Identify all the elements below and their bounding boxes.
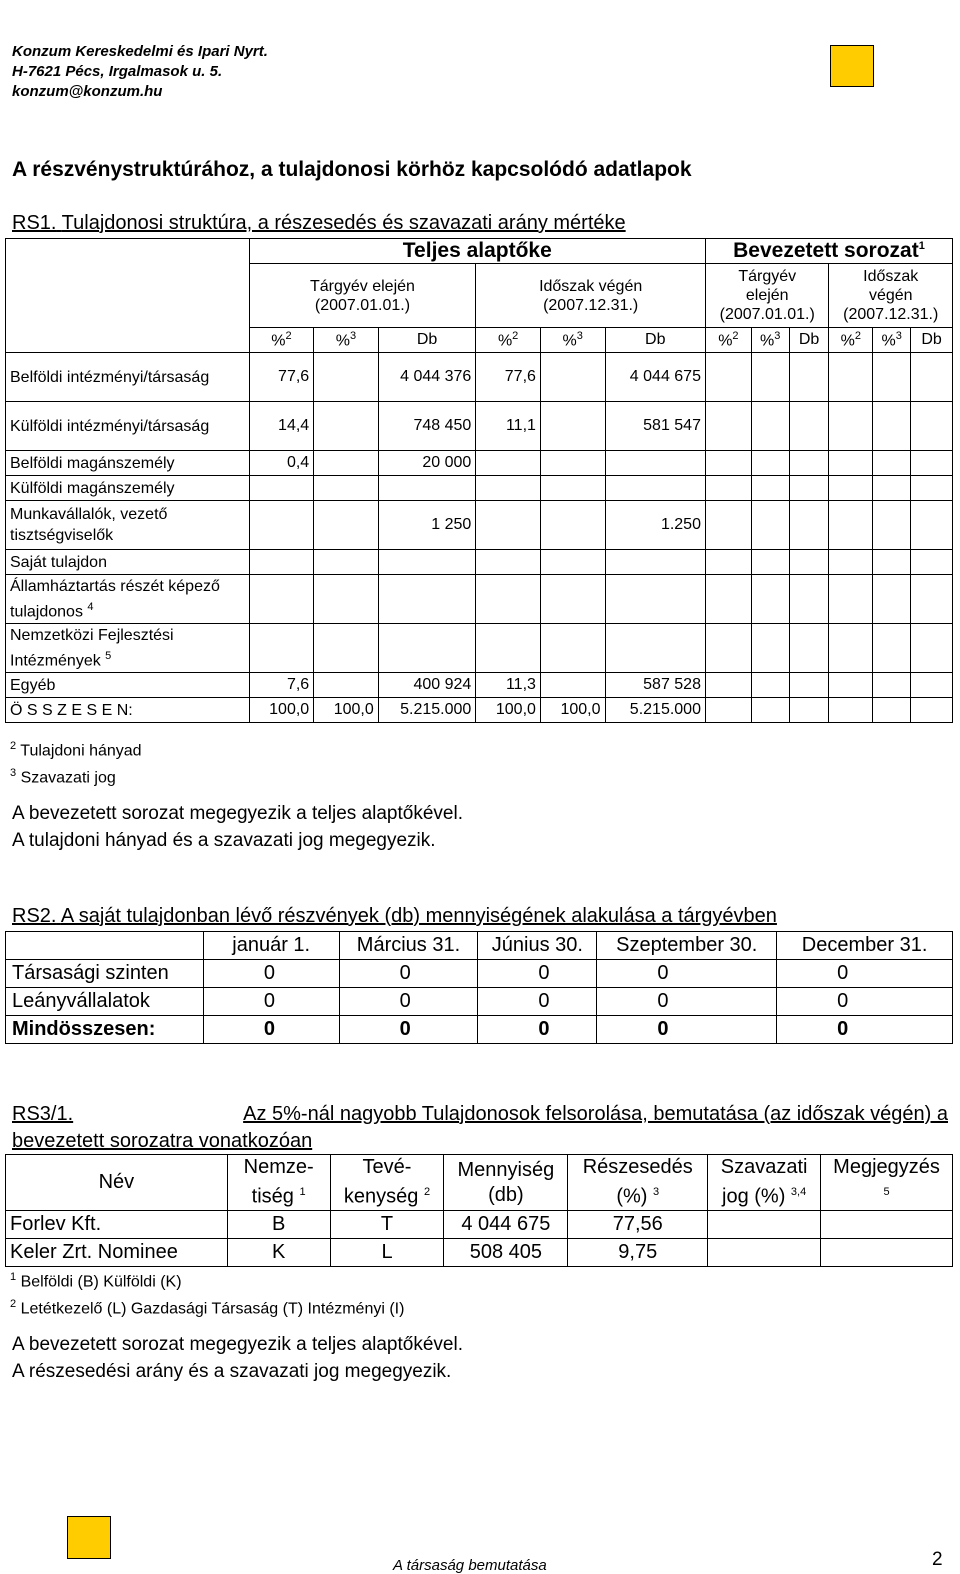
cell-empty xyxy=(873,451,911,476)
cell-value xyxy=(378,476,476,501)
cell-empty xyxy=(705,451,751,476)
rs1-header-row-3 xyxy=(6,328,953,353)
rs1-title xyxy=(12,212,626,235)
cell-value: 5.215.000 xyxy=(378,698,476,723)
row-label: Saját tulajdon xyxy=(6,550,250,575)
cell-value xyxy=(314,353,379,402)
cell-empty xyxy=(705,550,751,575)
cell-value xyxy=(540,353,605,402)
cell-value xyxy=(605,476,705,501)
column-header: Június 30. xyxy=(478,932,597,960)
cell-value xyxy=(476,476,541,501)
rs3-title-line-1: Az 5%-nál nagyobb Tulajdonosok felsorolása, bemutatása (az időszak végén) a xyxy=(243,1103,948,1125)
cell-value: 0,4 xyxy=(249,451,314,476)
cell-value xyxy=(605,624,705,673)
cell-value: 4 044 376 xyxy=(378,353,476,402)
cell-empty xyxy=(829,624,873,673)
cell-value: 748 450 xyxy=(378,402,476,451)
cell-value: 0 xyxy=(597,960,777,988)
cell-value xyxy=(378,624,476,673)
rs3-col-activity: Tevé- kenység $^2$ xyxy=(330,1155,444,1211)
cell-empty xyxy=(705,353,751,402)
footnote-nationality: Belföldi (B) Külföldi (K) xyxy=(20,1273,182,1291)
cell-value: 0 xyxy=(339,988,478,1016)
cell-value: B xyxy=(227,1211,330,1239)
cell-value xyxy=(314,550,379,575)
row-label: Mindösszesen: xyxy=(6,1016,204,1044)
cell-empty xyxy=(873,476,911,501)
cell-value: 1.250 xyxy=(605,501,705,550)
cell-empty xyxy=(705,698,751,723)
table-row xyxy=(6,960,953,988)
cell-empty xyxy=(789,673,829,698)
footer-text: A társaság bemutatása xyxy=(393,1557,547,1574)
cell-value xyxy=(249,501,314,550)
rs1-col-pct-vote: %$^3$ xyxy=(540,328,605,353)
table-row xyxy=(6,988,953,1016)
cell-empty xyxy=(789,501,829,550)
table-row xyxy=(6,1239,953,1267)
column-header: január 1. xyxy=(203,932,339,960)
cell-value: 11,3 xyxy=(476,673,541,698)
cell-value: 5.215.000 xyxy=(605,698,705,723)
cell-value xyxy=(476,550,541,575)
rs1-header-row-1 xyxy=(6,239,953,264)
page-number: 2 xyxy=(932,1549,943,1570)
cell-empty xyxy=(789,550,829,575)
table-row xyxy=(6,698,953,723)
cell-empty xyxy=(705,575,751,624)
row-label: Belföldi intézményi/társaság xyxy=(6,353,250,402)
cell-value: 0 xyxy=(203,1016,339,1044)
cell-empty xyxy=(789,353,829,402)
cell-empty xyxy=(751,476,789,501)
cell-value: 77,6 xyxy=(476,353,541,402)
cell-empty xyxy=(751,402,789,451)
company-name: Konzum Kereskedelmi és Ipari Nyrt. xyxy=(12,43,268,60)
cell-empty xyxy=(751,575,789,624)
footnote-voting-right: Szavazati jog xyxy=(20,769,116,787)
cell-value xyxy=(540,402,605,451)
row-label: Külföldi magánszemély xyxy=(6,476,250,501)
rs1-col-pct-owner: %$^2$ xyxy=(829,328,873,353)
row-label: Nemzetközi Fejlesztési Intézmények $^5$ xyxy=(6,624,250,673)
cell-value: 4 044 675 xyxy=(444,1211,568,1239)
cell-value xyxy=(378,575,476,624)
rs3-title xyxy=(12,1101,948,1155)
cell-empty xyxy=(789,451,829,476)
cell-value: K xyxy=(227,1239,330,1267)
cell-value: 0 xyxy=(339,960,478,988)
rs1-title-text: Tulajdonosi struktúra, a részesedés és szavazati arány mértéke xyxy=(61,212,626,234)
cell-empty xyxy=(911,550,953,575)
cell-empty xyxy=(705,476,751,501)
cell-value: 4 044 675 xyxy=(605,353,705,402)
owner-name: Keler Zrt. Nominee xyxy=(6,1239,228,1267)
company-email: konzum@konzum.hu xyxy=(12,83,163,100)
cell-empty xyxy=(911,698,953,723)
cell-empty xyxy=(829,402,873,451)
cell-empty xyxy=(829,476,873,501)
rs1-col-pct-vote: %$^3$ xyxy=(314,328,379,353)
cell-value: 9,75 xyxy=(568,1239,708,1267)
column-header: Március 31. xyxy=(339,932,478,960)
cell-empty xyxy=(873,673,911,698)
rs1-col-db: Db xyxy=(911,328,953,353)
cell-value: 0 xyxy=(597,1016,777,1044)
cell-empty xyxy=(751,501,789,550)
cell-empty xyxy=(789,698,829,723)
cell-value: 0 xyxy=(478,988,597,1016)
table-row xyxy=(6,402,953,451)
cell-value xyxy=(708,1211,821,1239)
rs1-footnotes: $^2$ Tulajdoni hányad $^3$ Szavazati jog xyxy=(10,740,142,787)
rs3-col-name: Név xyxy=(6,1155,228,1211)
rs1-remark-2: A tulajdoni hányad és a szavazati jog megegyezik. xyxy=(12,830,436,851)
company-info xyxy=(12,42,268,102)
rs1-remark-1: A bevezetett sorozat megegyezik a teljes alaptőkével. xyxy=(12,803,463,824)
table-row xyxy=(6,1016,953,1044)
owner-name: Forlev Kft. xyxy=(6,1211,228,1239)
row-label: Államháztartás részét képező tulajdonos $^4$ xyxy=(6,575,250,624)
cell-empty xyxy=(873,353,911,402)
rs1-period-4: Időszak végén (2007.12.31.) xyxy=(829,264,953,328)
rs2-table xyxy=(5,931,953,1044)
rs1-col-pct-vote: %$^3$ xyxy=(873,328,911,353)
cell-value xyxy=(540,476,605,501)
cell-value: T xyxy=(330,1211,444,1239)
cell-empty xyxy=(705,673,751,698)
cell-value: 77,56 xyxy=(568,1211,708,1239)
rs1-remarks xyxy=(12,800,463,854)
cell-value xyxy=(476,575,541,624)
cell-empty xyxy=(911,402,953,451)
footnote-owner-share: Tulajdoni hányad xyxy=(20,742,142,760)
cell-value: 0 xyxy=(777,960,953,988)
cell-value: 400 924 xyxy=(378,673,476,698)
cell-value xyxy=(821,1239,953,1267)
row-label: Leányvállalatok xyxy=(6,988,204,1016)
rs3-header-row xyxy=(6,1155,953,1211)
cell-value xyxy=(605,575,705,624)
rs1-group-series: Bevezetett sorozat$^1$ xyxy=(705,239,952,264)
cell-value xyxy=(476,501,541,550)
cell-value xyxy=(540,673,605,698)
cell-value: 0 xyxy=(777,1016,953,1044)
rs3-col-note: Megjegyzés $^5$ xyxy=(821,1155,953,1211)
row-label: Ö S S Z E S E N: xyxy=(6,698,250,723)
cell-value: 0 xyxy=(203,960,339,988)
cell-empty xyxy=(751,673,789,698)
cell-value xyxy=(314,575,379,624)
cell-value xyxy=(540,575,605,624)
rs1-table xyxy=(5,238,953,723)
cell-empty xyxy=(829,550,873,575)
rs2-header-row xyxy=(6,932,953,960)
cell-value: 20 000 xyxy=(378,451,476,476)
rs1-col-pct-owner: %$^2$ xyxy=(705,328,751,353)
rs1-col-db: Db xyxy=(378,328,476,353)
rs1-col-pct-owner: %$^2$ xyxy=(249,328,314,353)
rs2-title-text: A saját tulajdonban lévő részvények (db) mennyiségének alakulása a tárgyévben xyxy=(60,905,777,927)
cell-empty xyxy=(911,476,953,501)
cell-value xyxy=(378,550,476,575)
cell-value: 581 547 xyxy=(605,402,705,451)
logo-square-icon xyxy=(67,1516,111,1559)
rs3-col-quantity: Mennyiség (db) xyxy=(444,1155,568,1211)
cell-value: 11,1 xyxy=(476,402,541,451)
rs3-code: RS3/1. xyxy=(12,1103,74,1125)
cell-value: 0 xyxy=(478,960,597,988)
cell-value xyxy=(821,1211,953,1239)
cell-empty xyxy=(873,550,911,575)
rs1-col-pct-owner: %$^2$ xyxy=(476,328,541,353)
row-label: Munkavállalók, vezető tisztségviselők xyxy=(6,501,250,550)
cell-empty xyxy=(829,451,873,476)
cell-value: L xyxy=(330,1239,444,1267)
cell-value xyxy=(605,550,705,575)
row-label: Társasági szinten xyxy=(6,960,204,988)
table-row xyxy=(6,476,953,501)
cell-value: 7,6 xyxy=(249,673,314,698)
table-row xyxy=(6,673,953,698)
cell-empty xyxy=(705,501,751,550)
cell-empty xyxy=(911,501,953,550)
cell-value: 0 xyxy=(597,988,777,1016)
table-row xyxy=(6,575,953,624)
cell-value: 587 528 xyxy=(605,673,705,698)
cell-empty xyxy=(751,550,789,575)
cell-empty xyxy=(705,624,751,673)
rs1-col-pct-vote: %$^3$ xyxy=(751,328,789,353)
rs3-table xyxy=(5,1154,953,1267)
rs2-code: RS2. xyxy=(12,905,57,927)
table-row xyxy=(6,501,953,550)
cell-value: 100,0 xyxy=(314,698,379,723)
rs3-remark-1: A bevezetett sorozat megegyezik a teljes alaptőkével. xyxy=(12,1334,463,1355)
cell-empty xyxy=(751,353,789,402)
cell-value xyxy=(540,550,605,575)
rs1-period-2: Időszak végén (2007.12.31.) xyxy=(476,264,706,328)
rs1-group-full: Teljes alaptőke xyxy=(249,239,705,264)
cell-empty xyxy=(911,575,953,624)
column-header: December 31. xyxy=(777,932,953,960)
cell-value xyxy=(476,624,541,673)
cell-value xyxy=(249,624,314,673)
column-header: Szeptember 30. xyxy=(597,932,777,960)
row-label: Egyéb xyxy=(6,673,250,698)
footnote-activity: Letétkezelő (L) Gazdasági Társaság (T) Intézményi (I) xyxy=(20,1300,405,1318)
cell-value xyxy=(314,501,379,550)
cell-empty xyxy=(873,402,911,451)
cell-value: 77,6 xyxy=(249,353,314,402)
cell-value xyxy=(476,451,541,476)
cell-value xyxy=(314,451,379,476)
rs3-remark-2: A részesedési arány és a szavazati jog megegyezik. xyxy=(12,1361,452,1382)
rs1-period-3: Tárgyév elején (2007.01.01.) xyxy=(705,264,828,328)
cell-empty xyxy=(829,575,873,624)
cell-empty xyxy=(829,353,873,402)
cell-value xyxy=(708,1239,821,1267)
table-row xyxy=(6,550,953,575)
rs3-col-vote: Szavazati jog (%) $^{3,4}$ xyxy=(708,1155,821,1211)
cell-empty xyxy=(751,624,789,673)
cell-value: 508 405 xyxy=(444,1239,568,1267)
cell-empty xyxy=(911,624,953,673)
cell-value: 100,0 xyxy=(476,698,541,723)
cell-value xyxy=(314,402,379,451)
rs1-col-db: Db xyxy=(789,328,829,353)
rs3-col-nationality: Nemze- tiség $^1$ xyxy=(227,1155,330,1211)
cell-value xyxy=(314,673,379,698)
cell-empty xyxy=(789,575,829,624)
cell-empty xyxy=(873,501,911,550)
row-label: Külföldi intézményi/társaság xyxy=(6,402,250,451)
cell-empty xyxy=(829,673,873,698)
cell-value xyxy=(540,624,605,673)
cell-value xyxy=(249,575,314,624)
cell-value xyxy=(605,451,705,476)
cell-empty xyxy=(705,402,751,451)
rs1-col-db: Db xyxy=(605,328,705,353)
cell-value xyxy=(540,451,605,476)
cell-value xyxy=(249,476,314,501)
cell-value: 0 xyxy=(203,988,339,1016)
table-row xyxy=(6,624,953,673)
cell-value xyxy=(314,476,379,501)
cell-value: 100,0 xyxy=(249,698,314,723)
table-row xyxy=(6,451,953,476)
cell-value xyxy=(249,550,314,575)
cell-empty xyxy=(911,673,953,698)
cell-empty xyxy=(911,353,953,402)
cell-value: 0 xyxy=(478,1016,597,1044)
cell-empty xyxy=(911,451,953,476)
rs3-col-share: Részesedés (%) $^3$ xyxy=(568,1155,708,1211)
rs3-footnotes: $^1$ Belföldi (B) Külföldi (K) $^2$ Letétkezelő (L) Gazdasági Társaság (T) Intézményi (I) xyxy=(10,1271,405,1318)
cell-empty xyxy=(789,402,829,451)
cell-value: 14,4 xyxy=(249,402,314,451)
rs2-title xyxy=(12,905,777,928)
cell-empty xyxy=(829,698,873,723)
company-address: H-7621 Pécs, Irgalmasok u. 5. xyxy=(12,63,223,80)
cell-empty xyxy=(789,476,829,501)
cell-empty xyxy=(873,624,911,673)
cell-empty xyxy=(789,624,829,673)
logo-square-icon xyxy=(830,45,874,87)
cell-value xyxy=(314,624,379,673)
cell-value: 0 xyxy=(777,988,953,1016)
cell-empty xyxy=(873,575,911,624)
cell-value: 0 xyxy=(339,1016,478,1044)
row-label: Belföldi magánszemély xyxy=(6,451,250,476)
cell-value xyxy=(540,501,605,550)
cell-value: 1 250 xyxy=(378,501,476,550)
table-row xyxy=(6,1211,953,1239)
table-row xyxy=(6,353,953,402)
cell-empty xyxy=(751,698,789,723)
rs1-code: RS1. xyxy=(12,212,57,234)
page-heading: A részvénystruktúrához, a tulajdonosi körhöz kapcsolódó adatlapok xyxy=(12,158,692,181)
rs1-period-1: Tárgyév elején (2007.01.01.) xyxy=(249,264,476,328)
rs3-title-line-2: bevezetett sorozatra vonatkozóan xyxy=(12,1130,313,1152)
cell-value: 100,0 xyxy=(540,698,605,723)
cell-empty xyxy=(751,451,789,476)
cell-empty xyxy=(829,501,873,550)
cell-empty xyxy=(873,698,911,723)
rs3-remarks xyxy=(12,1331,463,1385)
